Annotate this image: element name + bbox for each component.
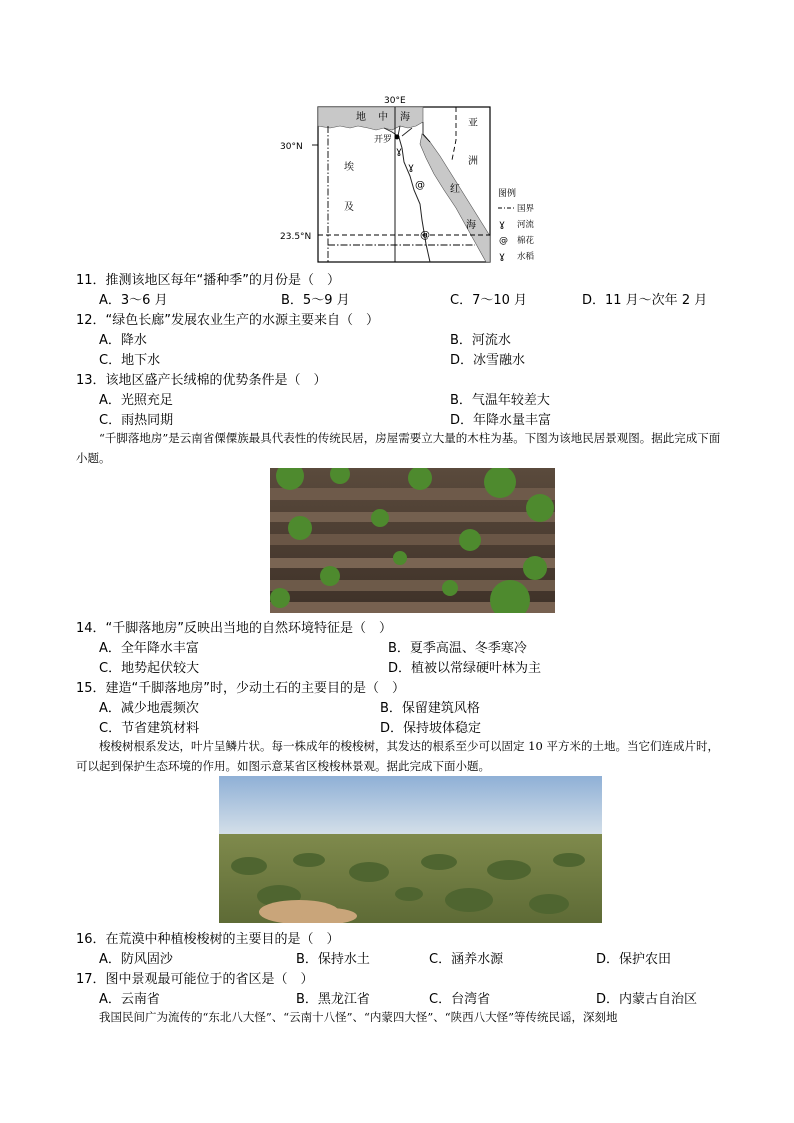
question-13-stem: 13．该地区盛产长绒棉的优势条件是（ ） <box>76 373 327 388</box>
q15-option-b[interactable]: B．保留建筑风格 <box>380 701 480 716</box>
legend-river-symbol: ɣ <box>499 219 505 230</box>
q17-option-a[interactable]: A．云南省 <box>99 992 160 1007</box>
saxaul-photo-illustration <box>219 776 602 923</box>
legend-item-river: 河流 <box>517 220 535 230</box>
river-crop-icon: ɣ <box>408 162 414 173</box>
sea-label-3: 海 <box>400 112 410 123</box>
country-label-2: 及 <box>344 202 354 213</box>
asia-label-2: 洲 <box>468 156 478 167</box>
q12-option-c[interactable]: C．地下水 <box>99 353 161 368</box>
q17-option-c[interactable]: C．台湾省 <box>429 992 491 1007</box>
cotton-icon-south: @ <box>420 230 430 241</box>
egypt-map-figure <box>280 92 550 267</box>
red-sea-label-2: 海 <box>466 220 476 231</box>
q11-option-c[interactable]: C．7～10 月 <box>450 293 528 308</box>
map-frame <box>318 107 490 262</box>
lat-bottom-label: 23.5°N <box>280 232 312 242</box>
country-label-1: 埃 <box>344 162 354 173</box>
q15-option-c[interactable]: C．节省建筑材料 <box>99 721 200 736</box>
lat-top-label: 30°N <box>280 142 303 152</box>
q13-option-d[interactable]: D．年降水量丰富 <box>450 413 552 428</box>
rice-icon: ɣ <box>396 146 402 157</box>
q12-option-b[interactable]: B．河流水 <box>450 333 511 348</box>
sea-label-2: 中 <box>378 112 388 123</box>
q17-option-d[interactable]: D．内蒙古自治区 <box>596 992 698 1007</box>
city-label: 开罗 <box>374 135 393 145</box>
village-photo <box>270 468 555 613</box>
legend-item-rice: 水稻 <box>517 252 535 262</box>
q12-option-d[interactable]: D．冰雪融水 <box>450 353 526 368</box>
q11-option-b[interactable]: B．5～9 月 <box>281 293 350 308</box>
question-12-stem: 12．“绿色长廊”发展农业生产的水源主要来自（ ） <box>76 313 380 328</box>
q15-option-d[interactable]: D．保持坡体稳定 <box>380 721 482 736</box>
q14-option-c[interactable]: C．地势起伏较大 <box>99 661 200 676</box>
q15-option-a[interactable]: A．减少地震频次 <box>99 701 199 716</box>
question-14-stem: 14．“千脚落地房”反映出当地的自然环境特征是（ ） <box>76 621 393 636</box>
q14-option-b[interactable]: B．夏季高温、冬季寒冷 <box>388 641 527 656</box>
cotton-icon: @ <box>415 180 425 191</box>
legend-cotton-symbol: @ <box>499 236 508 246</box>
legend-item-border: 国界 <box>517 204 535 214</box>
q14-option-d[interactable]: D．植被以常绿硬叶林为主 <box>388 661 542 676</box>
q16-option-a[interactable]: A．防风固沙 <box>99 952 173 967</box>
passage-stilt-houses: “千脚落地房”是云南省傈僳族最具代表性的传统民居，房屋需要立大量的木柱为基。下图为该地民居景观图。据此完成下面小题。 <box>76 431 721 465</box>
red-sea-label-1: 红 <box>450 184 460 195</box>
q16-option-c[interactable]: C．涵养水源 <box>429 952 504 967</box>
legend-rice-symbol: ɣ <box>499 251 505 262</box>
q16-option-d[interactable]: D．保护农田 <box>596 952 672 967</box>
sea-label-1: 地 <box>356 112 366 123</box>
q11-option-a[interactable]: A．3～6 月 <box>99 293 168 308</box>
question-11-stem: 11．推测该地区每年“播种季”的月份是（ ） <box>76 273 341 288</box>
legend-title: 图例 <box>498 189 517 199</box>
passage-folk-rhymes: 我国民间广为流传的“东北八大怪”、“云南十八怪”、“内蒙四大怪”、“陕西八大怪”等传统民谣，深刻地 <box>99 1010 618 1024</box>
q17-option-b[interactable]: B．黑龙江省 <box>296 992 370 1007</box>
passage-saxaul: 梭梭树根系发达，叶片呈鳞片状。每一株成年的梭梭树，其发达的根系至少可以固定 10 平方米的土地。当它们连成片时，可以起到保护生态环境的作用。如图示意某省区梭梭林景观。据此完成下面小题。 <box>76 739 719 773</box>
cairo-dot <box>395 135 400 140</box>
question-17-stem: 17．图中景观最可能位于的省区是（ ） <box>76 972 314 987</box>
saxaul-photo <box>219 776 602 923</box>
asia-label-1: 亚 <box>468 118 478 129</box>
legend-item-cotton: 棉花 <box>517 236 535 246</box>
q11-option-d[interactable]: D．11 月～次年 2 月 <box>582 293 708 308</box>
q14-option-a[interactable]: A．全年降水丰富 <box>99 641 199 656</box>
village-photo-illustration <box>270 468 555 613</box>
q13-option-a[interactable]: A．光照充足 <box>99 393 173 408</box>
lon-label: 30°E <box>384 96 406 106</box>
q13-option-c[interactable]: C．雨热同期 <box>99 413 174 428</box>
question-16-stem: 16．在荒漠中种植梭梭树的主要目的是（ ） <box>76 932 340 947</box>
question-15-stem: 15．建造“千脚落地房”时，少动土石的主要目的是（ ） <box>76 681 406 696</box>
egypt-map <box>280 92 550 267</box>
q12-option-a[interactable]: A．降水 <box>99 333 147 348</box>
q13-option-b[interactable]: B．气温年较差大 <box>450 393 550 408</box>
q16-option-b[interactable]: B．保持水土 <box>296 952 370 967</box>
